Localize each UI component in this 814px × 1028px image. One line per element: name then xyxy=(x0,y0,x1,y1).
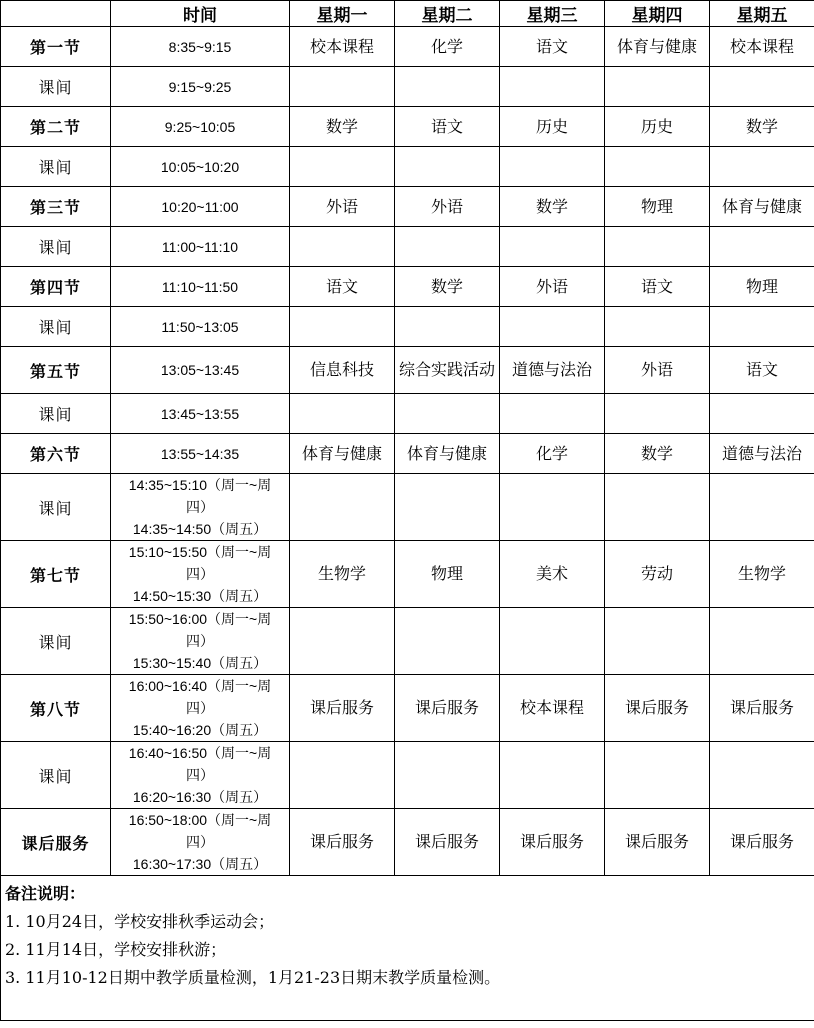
notes-cell xyxy=(1,876,814,1021)
subject-cell: 外语 xyxy=(605,347,710,394)
subject-cell xyxy=(500,742,605,809)
period-name: 课间 xyxy=(1,742,111,809)
subject-cell xyxy=(605,227,710,267)
schedule-row xyxy=(1,227,814,267)
period-name: 第二节 xyxy=(1,107,111,147)
schedule-row xyxy=(1,608,814,675)
subject-cell xyxy=(395,67,500,107)
subject-cell: 数学 xyxy=(500,187,605,227)
schedule-row xyxy=(1,742,814,809)
subject-cell: 信息科技 xyxy=(290,347,395,394)
subject-cell: 语文 xyxy=(605,267,710,307)
period-name: 第四节 xyxy=(1,267,111,307)
time-line: 15:40~16:20（周五） xyxy=(132,722,268,738)
subject-cell: 体育与健康 xyxy=(395,434,500,474)
time-line: 16:00~16:40（周一~周 xyxy=(128,678,272,694)
schedule-row xyxy=(1,147,814,187)
subject-cell xyxy=(500,147,605,187)
subject-cell: 课后服务 xyxy=(605,675,710,742)
note-item: 1. 10月24日，学校安排秋季运动会； xyxy=(5,912,275,931)
time-line: 15:30~15:40（周五） xyxy=(132,655,268,671)
time-line: 四） xyxy=(186,633,214,649)
subject-cell xyxy=(605,474,710,541)
period-name: 课间 xyxy=(1,67,111,107)
period-name: 课间 xyxy=(1,307,111,347)
period-time xyxy=(111,809,290,876)
subject-cell xyxy=(500,608,605,675)
subject-cell xyxy=(395,474,500,541)
subject-cell: 道德与法治 xyxy=(710,434,814,474)
period-time xyxy=(111,107,290,147)
subject-cell xyxy=(605,147,710,187)
period-name: 课后服务 xyxy=(1,809,111,876)
subject-cell xyxy=(605,307,710,347)
subject-cell: 数学 xyxy=(710,107,814,147)
subject-cell: 化学 xyxy=(500,434,605,474)
notes-row xyxy=(1,876,814,1021)
time-line: 四） xyxy=(186,566,214,582)
time-line: 14:35~14:50（周五） xyxy=(132,521,268,537)
period-time xyxy=(111,434,290,474)
period-name: 第七节 xyxy=(1,541,111,608)
subject-cell xyxy=(395,608,500,675)
time-line: 11:50~13:05 xyxy=(161,318,239,335)
subject-cell xyxy=(710,608,814,675)
subject-cell xyxy=(605,742,710,809)
subject-cell xyxy=(395,394,500,434)
schedule-row xyxy=(1,107,814,147)
period-time xyxy=(111,227,290,267)
time-line: 16:30~17:30（周五） xyxy=(132,856,268,872)
header-day: 星期三 xyxy=(500,1,605,27)
time-line: 16:50~18:00（周一~周 xyxy=(128,812,272,828)
schedule-row xyxy=(1,187,814,227)
header-day: 星期二 xyxy=(395,1,500,27)
subject-cell: 劳动 xyxy=(605,541,710,608)
period-time xyxy=(111,474,290,541)
subject-cell xyxy=(710,227,814,267)
time-line: 13:05~13:45 xyxy=(160,362,240,378)
subject-cell xyxy=(290,742,395,809)
period-time xyxy=(111,608,290,675)
period-time xyxy=(111,27,290,67)
time-line: 13:45~13:55 xyxy=(160,405,240,422)
subject-cell xyxy=(395,307,500,347)
schedule-row xyxy=(1,307,814,347)
period-time xyxy=(111,67,290,107)
period-name: 第一节 xyxy=(1,27,111,67)
subject-cell xyxy=(500,307,605,347)
time-line: 10:05~10:20 xyxy=(160,158,240,175)
subject-cell: 历史 xyxy=(500,107,605,147)
period-name: 课间 xyxy=(1,147,111,187)
subject-cell: 语文 xyxy=(710,347,814,394)
subject-cell xyxy=(395,742,500,809)
subject-cell xyxy=(290,307,395,347)
subject-cell xyxy=(710,67,814,107)
subject-cell xyxy=(710,147,814,187)
subject-cell: 体育与健康 xyxy=(290,434,395,474)
period-name: 第六节 xyxy=(1,434,111,474)
period-name: 第三节 xyxy=(1,187,111,227)
note-item: 3. 11月10-12日期中教学质量检测，1月21-23日期末教学质量检测。 xyxy=(5,968,501,987)
schedule-body xyxy=(1,27,814,876)
period-time xyxy=(111,187,290,227)
subject-cell: 数学 xyxy=(290,107,395,147)
subject-cell: 物理 xyxy=(710,267,814,307)
subject-cell: 外语 xyxy=(500,267,605,307)
period-name: 课间 xyxy=(1,474,111,541)
subject-cell: 课后服务 xyxy=(710,809,814,876)
subject-cell xyxy=(500,394,605,434)
subject-cell: 生物学 xyxy=(710,541,814,608)
period-name: 课间 xyxy=(1,608,111,675)
subject-cell: 数学 xyxy=(395,267,500,307)
schedule-row xyxy=(1,434,814,474)
subject-cell: 语文 xyxy=(500,27,605,67)
schedule-row xyxy=(1,474,814,541)
time-line: 15:50~16:00（周一~周 xyxy=(128,611,272,627)
time-line: 14:50~15:30（周五） xyxy=(132,588,268,604)
subject-cell xyxy=(500,67,605,107)
time-line: 四） xyxy=(186,499,214,515)
period-name: 课间 xyxy=(1,394,111,434)
period-name: 第五节 xyxy=(1,347,111,394)
time-line: 四） xyxy=(186,700,214,716)
time-line: 15:10~15:50（周一~周 xyxy=(128,544,272,560)
subject-cell: 历史 xyxy=(605,107,710,147)
time-line: 14:35~15:10（周一~周 xyxy=(128,477,272,493)
header-day: 星期四 xyxy=(605,1,710,27)
subject-cell: 校本课程 xyxy=(290,27,395,67)
notes-title: 备注说明： xyxy=(5,884,86,903)
subject-cell xyxy=(500,474,605,541)
subject-cell: 美术 xyxy=(500,541,605,608)
schedule-row xyxy=(1,27,814,67)
time-line: 9:15~9:25 xyxy=(168,78,232,95)
subject-cell: 课后服务 xyxy=(710,675,814,742)
time-line: 10:20~11:00 xyxy=(161,198,239,215)
period-name: 第八节 xyxy=(1,675,111,742)
subject-cell xyxy=(395,147,500,187)
subject-cell xyxy=(290,474,395,541)
subject-cell xyxy=(605,394,710,434)
subject-cell: 外语 xyxy=(290,187,395,227)
schedule-row xyxy=(1,675,814,742)
schedule-row xyxy=(1,67,814,107)
period-time xyxy=(111,267,290,307)
header-time: 时间 xyxy=(111,1,290,27)
subject-cell xyxy=(395,227,500,267)
time-line: 9:25~10:05 xyxy=(164,118,236,135)
subject-cell: 数学 xyxy=(605,434,710,474)
period-time xyxy=(111,307,290,347)
note-item: 2. 11月14日，学校安排秋游； xyxy=(5,940,227,959)
header-day: 星期一 xyxy=(290,1,395,27)
subject-cell: 体育与健康 xyxy=(605,27,710,67)
time-line: 11:10~11:50 xyxy=(161,278,239,295)
schedule-row xyxy=(1,347,814,394)
subject-cell: 语文 xyxy=(395,107,500,147)
subject-cell xyxy=(710,394,814,434)
period-time xyxy=(111,742,290,809)
period-time xyxy=(111,541,290,608)
subject-cell: 物理 xyxy=(605,187,710,227)
time-line: 四） xyxy=(186,767,214,783)
subject-cell xyxy=(290,394,395,434)
subject-cell: 课后服务 xyxy=(395,809,500,876)
subject-cell: 课后服务 xyxy=(290,809,395,876)
time-line: 16:20~16:30（周五） xyxy=(132,789,268,805)
subject-cell: 道德与法治 xyxy=(500,347,605,394)
schedule-row xyxy=(1,394,814,434)
subject-cell: 课后服务 xyxy=(395,675,500,742)
subject-cell: 校本课程 xyxy=(500,675,605,742)
subject-cell xyxy=(290,227,395,267)
subject-cell: 校本课程 xyxy=(710,27,814,67)
schedule-row xyxy=(1,809,814,876)
subject-cell xyxy=(290,67,395,107)
subject-cell xyxy=(710,742,814,809)
period-name: 课间 xyxy=(1,227,111,267)
time-line: 8:35~9:15 xyxy=(168,38,232,55)
subject-cell: 综合实践活动 xyxy=(395,347,500,394)
subject-cell: 课后服务 xyxy=(290,675,395,742)
subject-cell xyxy=(710,307,814,347)
period-time xyxy=(111,147,290,187)
time-line: 11:00~11:10 xyxy=(161,238,239,255)
subject-cell xyxy=(605,608,710,675)
subject-cell: 生物学 xyxy=(290,541,395,608)
header-row xyxy=(1,1,814,27)
schedule-row xyxy=(1,267,814,307)
subject-cell: 课后服务 xyxy=(500,809,605,876)
subject-cell: 物理 xyxy=(395,541,500,608)
subject-cell: 外语 xyxy=(395,187,500,227)
subject-cell xyxy=(290,147,395,187)
subject-cell: 课后服务 xyxy=(605,809,710,876)
time-line: 四） xyxy=(186,834,214,850)
subject-cell: 语文 xyxy=(290,267,395,307)
subject-cell xyxy=(605,67,710,107)
corner-cell xyxy=(1,1,111,27)
subject-cell xyxy=(290,608,395,675)
subject-cell xyxy=(710,474,814,541)
period-time xyxy=(111,675,290,742)
header-day: 星期五 xyxy=(710,1,814,27)
schedule-row xyxy=(1,541,814,608)
subject-cell: 体育与健康 xyxy=(710,187,814,227)
time-line: 13:55~14:35 xyxy=(160,445,240,462)
period-time xyxy=(111,394,290,434)
period-time xyxy=(111,347,290,394)
subject-cell: 化学 xyxy=(395,27,500,67)
time-line: 16:40~16:50（周一~周 xyxy=(128,745,272,761)
subject-cell xyxy=(500,227,605,267)
